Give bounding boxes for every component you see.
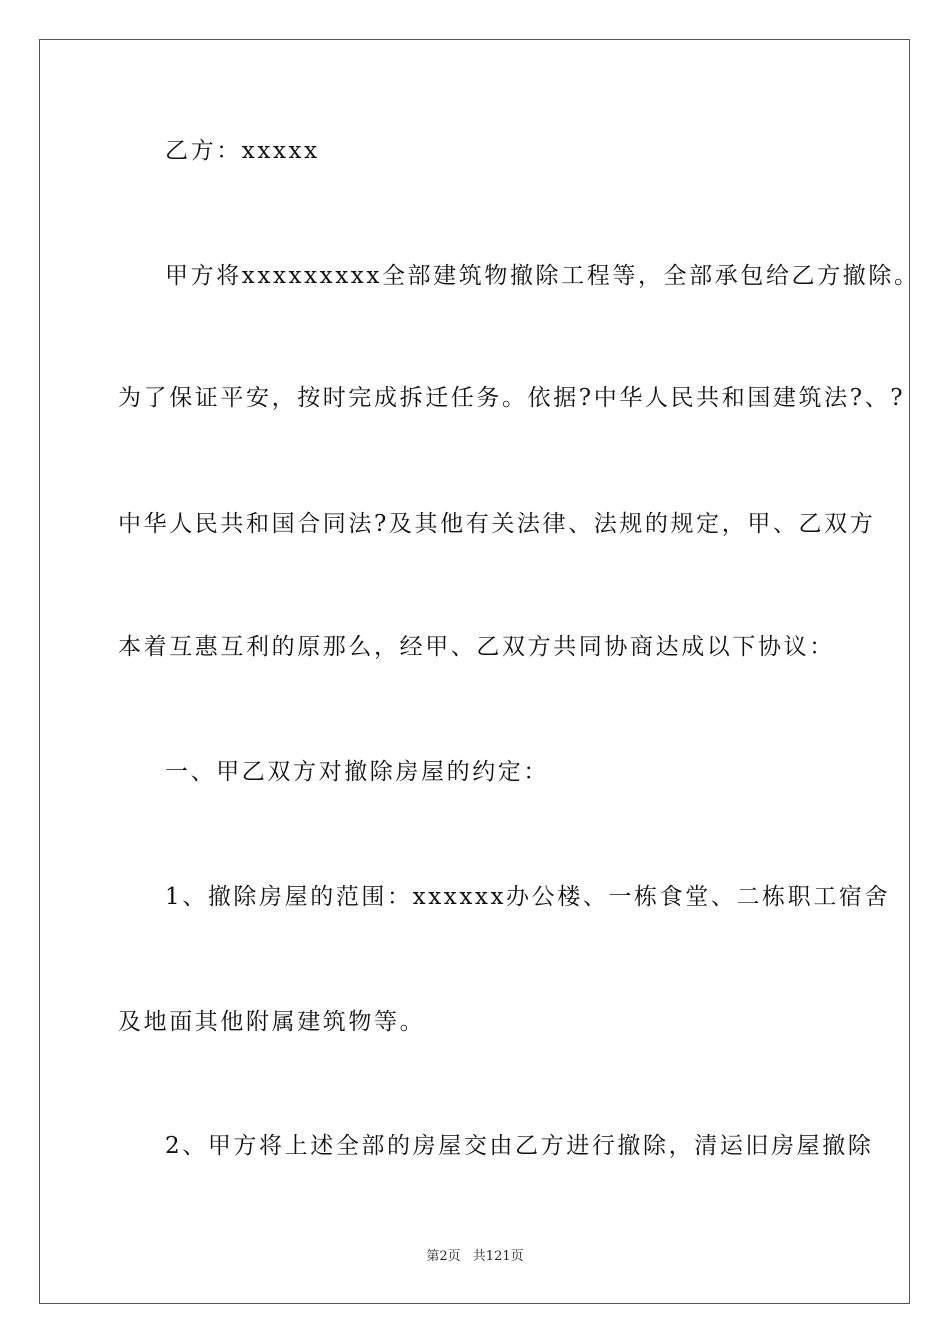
page-number: 第2页 <box>426 1249 461 1264</box>
section-heading-1: 一、甲乙双方对撤除房屋的约定： <box>165 759 549 785</box>
page-total: 共121页 <box>472 1249 524 1264</box>
page-frame <box>39 39 910 1304</box>
page-footer <box>0 1245 950 1264</box>
clause-2-line-1: 2、甲方将上述全部的房屋交由乙方进行撤除，清运旧房屋撤除 <box>165 1133 874 1159</box>
paragraph-line-1: 甲方将xxxxxxxxx全部建筑物撤除工程等，全部承包给乙方撤除。 <box>165 263 920 289</box>
paragraph-line-4: 本着互惠互利的原那么，经甲、乙双方共同协商达成以下协议： <box>118 634 835 660</box>
clause-1-line-1: 1、撤除房屋的范围：xxxxxx办公楼、一栋食堂、二栋职工宿舍 <box>165 884 891 910</box>
clause-1-line-2: 及地面其他附属建筑物等。 <box>118 1009 426 1035</box>
paragraph-line-2: 为了保证平安，按时完成拆迁任务。依据?中华人民共和国建筑法?、? <box>118 385 906 411</box>
party-b-line: 乙方：xxxxx <box>165 138 320 164</box>
paragraph-line-3: 中华人民共和国合同法?及其他有关法律、法规的规定，甲、乙双方 <box>118 511 876 537</box>
